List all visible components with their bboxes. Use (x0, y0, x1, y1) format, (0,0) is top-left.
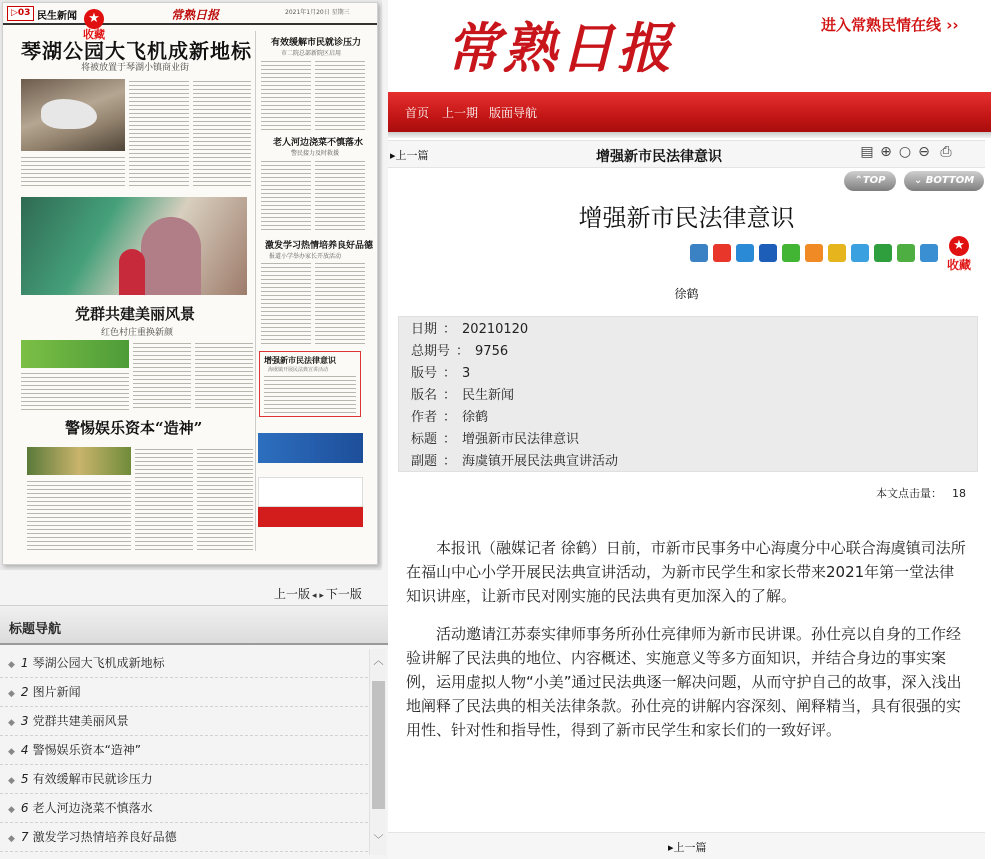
top-arrow-icon: ⌃ (854, 175, 863, 186)
meta-value: 20210120 (462, 322, 529, 337)
kaixin-icon[interactable] (828, 244, 846, 262)
meta-key: 副题 (411, 454, 438, 469)
toc-item-label: 党群共建美丽风景 (32, 714, 129, 728)
meta-key: 版名 (411, 388, 438, 403)
meta-value: 增强新市民法律意识 (462, 432, 580, 447)
prev-article-link[interactable] (390, 147, 429, 163)
bullet-icon: ◆ (8, 689, 15, 699)
renren-icon[interactable] (759, 244, 777, 262)
page-pager (274, 585, 362, 602)
meta-value: 民生新闻 (462, 388, 515, 403)
village-banner-photo[interactable] (21, 340, 129, 368)
next-page-link[interactable]: 下一版 (325, 587, 362, 601)
bullet-icon: ◆ (8, 776, 15, 786)
masthead-logo[interactable]: 常熟日报 (446, 16, 674, 80)
paper-text-block (129, 79, 189, 189)
scroll-top-button[interactable] (844, 171, 896, 191)
toc-title: 标题导航 (9, 622, 62, 637)
toc-item-number: 3 (20, 714, 29, 728)
meta-key: 标题 (411, 432, 438, 447)
douban-icon[interactable] (874, 244, 892, 262)
meta-page-number (411, 363, 470, 385)
bullet-icon: ◆ (8, 747, 15, 757)
toc-item[interactable] (0, 649, 368, 678)
paper-text-block (315, 59, 365, 131)
children-photo[interactable] (21, 197, 247, 295)
article-toolbar (388, 140, 985, 168)
paper-logo: 常熟日报 (171, 8, 220, 22)
article-paragraph: 活动邀请江苏泰实律师事务所孙仕亮律师为新市民讲课。孙仕亮以自身的工作经验讲解了民法典的地位、内容概述、实施意义等多方面知识，并结合身边的事实案例，运用虚拟人物“小美”通过民法典逐一解决问题，从而守护自己的故事，深入浅出地阐释了民法典的相关法律条款。孙仕亮的讲解内容深刻、阐释精当，具有很强的实用性、针对性和指导性，得到了新市民学生和家长们的一致好评。 (406, 625, 962, 739)
play-icon: ▸ (668, 841, 674, 854)
star-icon: ★ (84, 9, 104, 29)
meta-separator: ： (443, 322, 457, 337)
paper-text-block (315, 261, 365, 345)
toc-item-number: 2 (20, 685, 29, 699)
newspaper-page-image[interactable] (2, 2, 378, 565)
scroll-thumb[interactable] (372, 681, 385, 809)
toc-item-label: 有效缓解市民就诊压力 (32, 772, 153, 786)
qzone-icon[interactable] (736, 244, 754, 262)
toc-item-label: 图片新闻 (32, 685, 81, 699)
paper-subhead-1: 将被放置于琴湖小镇商业街 (81, 63, 190, 73)
meta-separator: ： (443, 432, 457, 447)
toc-item-number: 6 (20, 801, 29, 815)
paper-headline-r3[interactable]: 激发学习热情培养良好品德 (265, 241, 374, 251)
airplane-shape (41, 99, 97, 129)
play-icon: ▸ (390, 149, 396, 162)
nav-page-navigation[interactable]: 版面导航 (489, 106, 538, 120)
article-footer-bar (388, 832, 985, 859)
meta-section (411, 385, 514, 407)
toc-item-number: 5 (20, 772, 29, 786)
toc-item[interactable] (0, 765, 368, 794)
pager-arrows-icon: ◂ ▸ (312, 591, 324, 601)
notes-icon[interactable]: ▤ (860, 144, 874, 160)
top-label: TOP (862, 175, 886, 186)
main-nav (388, 92, 991, 132)
paper-text-block (133, 341, 191, 411)
toc-item-number: 4 (20, 743, 29, 757)
share-add-icon[interactable] (690, 244, 708, 262)
favorite-label: 收藏 (946, 258, 971, 272)
paper-text-block (315, 159, 365, 233)
paper-section-name: 民生新闻 (37, 11, 77, 22)
click-count-value: 18 (952, 487, 966, 500)
meta-separator: ： (443, 366, 457, 381)
scroll-down-icon[interactable]: ﹀ (373, 835, 384, 846)
page-number-tag: ▷03 (7, 6, 34, 21)
bullet-icon: ◆ (8, 718, 15, 728)
toc-item-label: 老人河边浇菜不慎落水 (32, 801, 153, 815)
paper-text-block (193, 79, 251, 189)
left-panel (0, 0, 388, 859)
meta-value: 徐鹤 (462, 410, 489, 425)
paper-text-block (21, 155, 125, 189)
article-author: 徐鹤 (674, 287, 699, 301)
toc-item-number: 1 (20, 656, 29, 670)
zoom-out-icon[interactable]: ⊖ (918, 144, 930, 160)
column-rule (255, 31, 256, 551)
meta-separator: ： (443, 410, 457, 425)
highlight-title: 增强新市民法律意识 (264, 356, 336, 365)
scroll-bottom-button[interactable] (904, 171, 984, 191)
paper-text-block (21, 371, 129, 411)
paper-headline-r2[interactable]: 老人河边浇菜不慎落水 (273, 138, 364, 148)
meta-separator: ： (456, 344, 470, 359)
paper-subhead-r2: 警民接力及时救援 (291, 150, 340, 157)
meta-separator: ： (443, 454, 457, 469)
bullet-icon: ◆ (8, 805, 15, 815)
zoom-in-icon[interactable]: ⊕ (880, 144, 892, 160)
star-icon: ★ (949, 236, 969, 256)
bullet-icon: ◆ (8, 834, 15, 844)
paper-headline-1[interactable]: 琴湖公园大飞机成新地标 (21, 39, 252, 63)
meta-separator: ： (443, 388, 457, 403)
zoom-reset-icon[interactable]: ○ (898, 144, 912, 160)
wechat-icon[interactable] (782, 244, 800, 262)
paper-headline-3[interactable]: 警惕娱乐资本“造神” (65, 419, 203, 437)
meta-key: 总期号 (411, 344, 451, 359)
ad-block-qr[interactable] (258, 477, 363, 507)
toc-scrollbar[interactable] (369, 649, 386, 855)
prev-page-link[interactable]: 上一版 (274, 587, 311, 601)
article-body (406, 536, 966, 756)
paper-header (3, 3, 378, 25)
click-count-label: 本文点击量： (876, 487, 942, 500)
scroll-up-icon[interactable]: ︿ (373, 656, 384, 667)
meta-value: 3 (462, 366, 471, 381)
entertainment-photo[interactable] (27, 447, 131, 475)
public-opinion-link[interactable]: 进入常熟民情在线 ›› (821, 16, 959, 34)
article-paragraph: 本报讯（融媒记者 徐鹤）日前，市新市民事务中心海虞分中心联合海虞镇司法所在福山中心小学开展民法典宣讲活动，为新市民学生和家长带来2021年第一堂法律知识讲座，让新市民对刚实施的民法典有更加深入的了解。 (406, 539, 966, 605)
toc-item[interactable] (0, 678, 368, 707)
toc-item[interactable] (0, 736, 368, 765)
weibo-icon[interactable] (713, 244, 731, 262)
airplane-photo[interactable] (21, 79, 125, 151)
paper-date: 2021年1月20日 星期三 (285, 9, 350, 16)
paper-subhead-r1: 市二院总部新院区启用 (281, 50, 342, 57)
meta-value: 海虞镇开展民法典宣讲活动 (462, 454, 619, 469)
newspaper-page-frame (0, 0, 382, 570)
bookmark-icon[interactable] (897, 244, 915, 262)
tencent-weibo-icon[interactable] (851, 244, 869, 262)
toc-item[interactable] (0, 794, 368, 823)
bottom-arrow-icon: ⌄ (913, 175, 926, 186)
footer-prev-label: 上一篇 (673, 841, 707, 854)
nav-prev-issue[interactable]: 上一期 (442, 106, 479, 120)
meta-title (411, 429, 579, 451)
right-panel (388, 0, 997, 859)
toc-header (0, 605, 388, 645)
prev-article-label: 上一篇 (395, 149, 429, 162)
paper-text-block (27, 479, 131, 551)
more-share-icon[interactable] (920, 244, 938, 262)
toc-item[interactable] (0, 823, 368, 852)
click-count (876, 485, 966, 501)
paper-headline-2[interactable]: 党群共建美丽风景 (75, 305, 196, 323)
meta-value: 9756 (475, 344, 509, 359)
toc-item-number: 7 (20, 830, 29, 844)
paper-text-block (197, 447, 253, 551)
paper-text-block (195, 341, 253, 411)
toc-item-label: 激发学习热情培养良好品德 (32, 830, 177, 844)
ad-block-blue[interactable] (258, 433, 363, 463)
paper-subhead-2: 红色村庄重换新颜 (101, 328, 174, 338)
toc-item[interactable] (0, 707, 368, 736)
paper-text-block (261, 261, 311, 345)
paper-text-block (261, 59, 311, 131)
print-icon[interactable]: ⎙ (940, 144, 952, 160)
meta-date (411, 319, 528, 341)
toolbar-article-title: 增强新市民法律意识 (596, 149, 722, 165)
article-title: 增强新市民法律意识 (578, 204, 795, 232)
meta-key: 版号 (411, 366, 438, 381)
current-article-highlight[interactable] (259, 351, 361, 417)
toc-item-label: 琴湖公园大飞机成新地标 (32, 656, 165, 670)
meta-subtitle (411, 451, 618, 473)
masthead (388, 0, 997, 92)
tieba-icon[interactable] (805, 244, 823, 262)
meta-key: 作者 (411, 410, 438, 425)
highlight-subtitle: 海虞镇开展民法典宣讲活动 (268, 367, 329, 373)
paper-text-block (261, 159, 311, 233)
toc-item-label: 警惕娱乐资本“造神” (32, 743, 141, 757)
child-figure (119, 249, 145, 295)
paper-text-block (135, 447, 193, 551)
nav-home[interactable]: 首页 (405, 106, 430, 120)
nav-shadow (388, 132, 991, 138)
paper-subhead-r3: 报道小学举办家长开放活动 (269, 253, 342, 260)
meta-author (411, 407, 488, 429)
title-navigation (0, 605, 388, 859)
favorite-button[interactable] (944, 236, 974, 273)
adult-figure (141, 217, 201, 295)
favorite-label: 收藏 (83, 28, 105, 41)
toc-list (0, 649, 368, 852)
meta-total-issue (411, 341, 508, 363)
paper-headline-r1[interactable]: 有效缓解市民就诊压力 (271, 38, 362, 48)
meta-key: 日期 (411, 322, 438, 337)
bullet-icon: ◆ (8, 660, 15, 670)
ad-block-red[interactable] (258, 507, 363, 527)
bottom-label: BOTTOM (925, 175, 975, 186)
footer-prev-article-link[interactable] (668, 839, 707, 855)
paper-text-block (264, 374, 356, 414)
article-meta-box (398, 316, 978, 472)
